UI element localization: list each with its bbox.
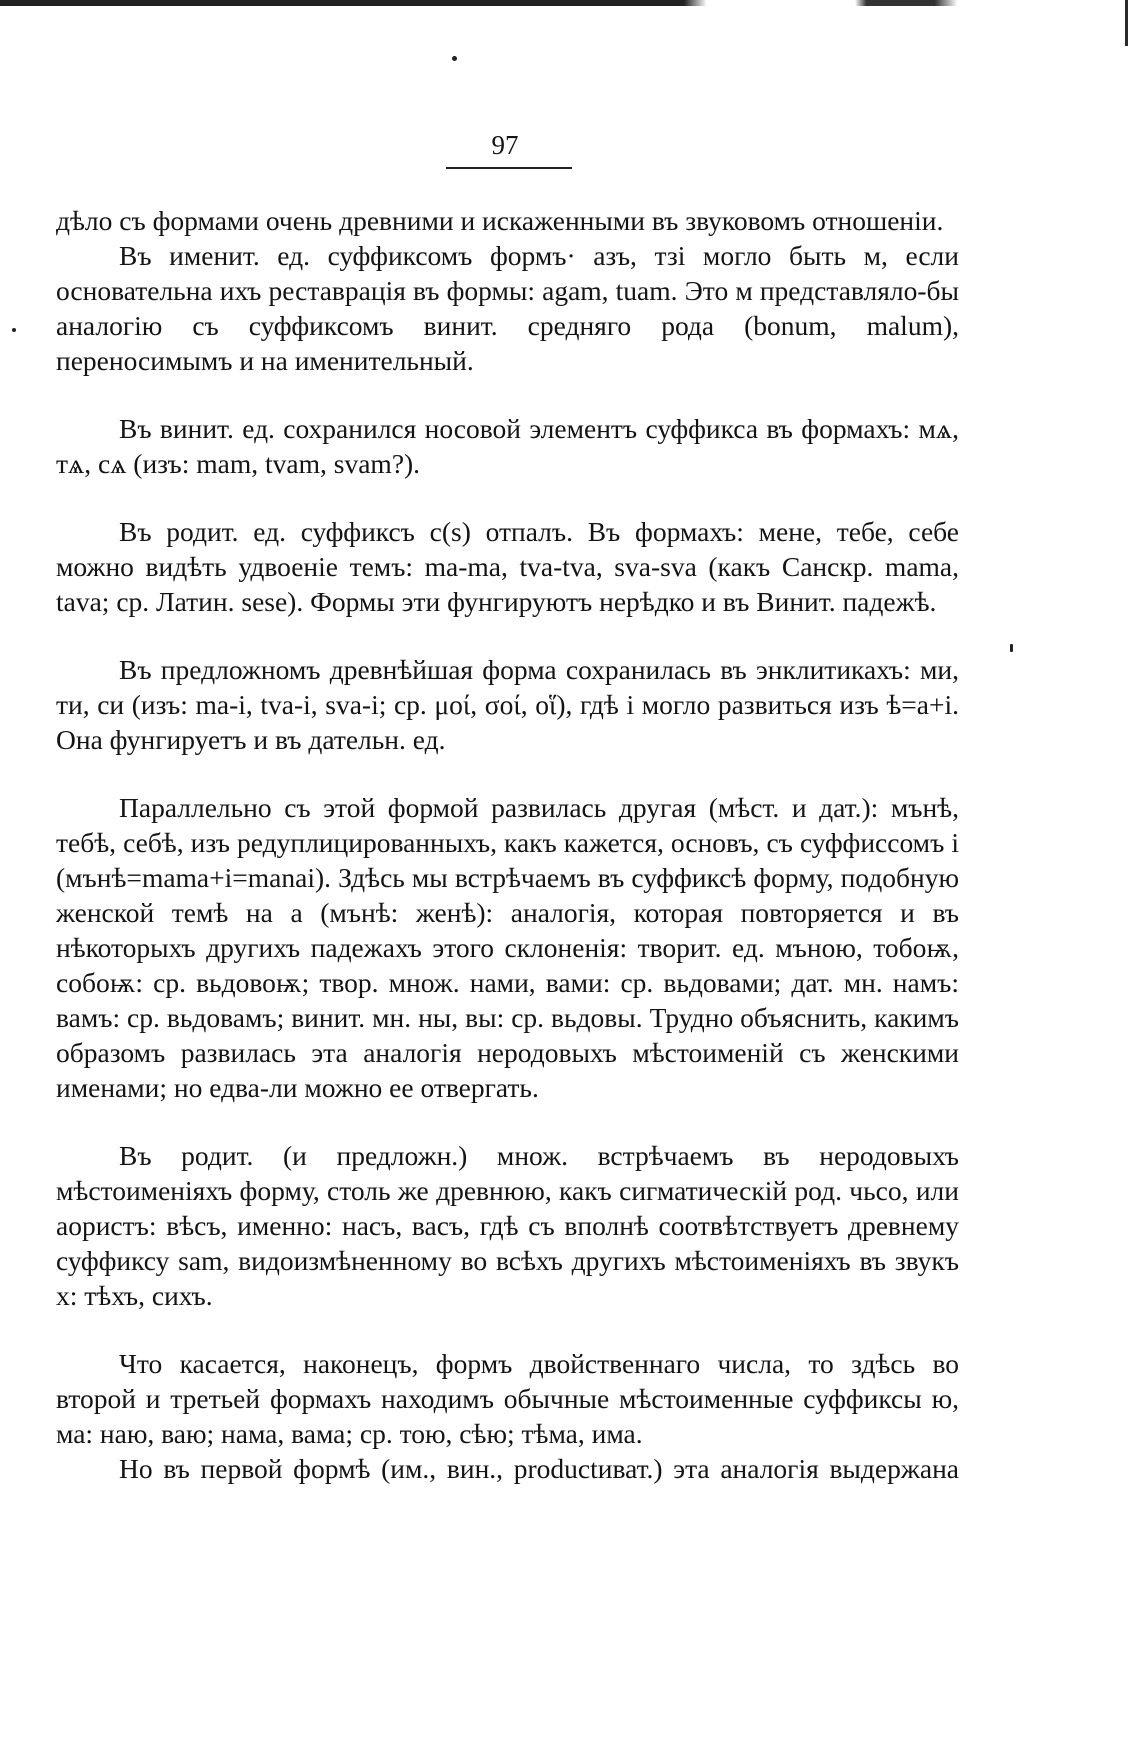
paragraph: Параллельно съ этой формой развилась другая (мѣст. и дат.): мънѣ, тебѣ, себѣ, изъ редуплицированныхъ, какъ кажется, основъ, съ суффиссомъ і (мънѣ=mama+i=manai). Здѣсь мы встрѣчаемъ въ суффиксѣ форму, подобную женской темѣ на а (мънѣ: женѣ): аналогія, которая повторяется и въ нѣкоторыхъ другихъ падежахъ этого склоненія: творит. ед. мъною, тобоѭ, собоѭ: ср. вьдовоѭ; твор. множ. нами, вами: ср. вьдовами; дат. мн. намъ: вамъ: ср. вьдовамъ; винит. мн. ны, вы: ср. вьдовы. Трудно объяснить, какимъ образомъ развилась эта аналогія неродовыхъ мѣстоименій съ женскими именами; но едва-ли можно ее отвергать. (56, 792, 959, 1103)
paragraph: Въ родит. ед. суффиксъ c(s) отпалъ. Въ формахъ: мене, тебе, себе можно видѣть удвоеніе темъ: ma-ma, tva-tva, sva-sva (какъ Санскр. mama, tava; ср. Латин. sese). Формы эти фунгируютъ нерѣдко и въ Винит. падежѣ. (56, 516, 959, 617)
paragraph: Въ предложномъ древнѣйшая форма сохранилась въ энклитикахъ: ми, ти, си (изъ: ma-i, tva-i, sva-i; ср. μοί, σοί, οἵ), гдѣ і могло развиться изъ ѣ=a+i. Она фунгируетъ и въ дательн. ед. (56, 654, 959, 755)
ink-speck (12, 328, 16, 332)
paragraph: дѣло съ формами очень древними и искаженными въ звуковомъ отношеніи. (56, 205, 944, 236)
paragraph: Въ винит. ед. сохранился носовой элементъ суффикса въ формахъ: мѧ, тѧ, сѧ (изъ: mam, tvam, svam?). (56, 413, 959, 479)
paragraph: Въ именит. ед. суффиксомъ формъ· азъ, тзі могло быть м, если основательна ихъ реставрація въ формы: agam, tuam. Это м представляло-бы аналогію съ суффиксомъ винит. средняго рода (bonum, malum), переносимымъ и на именительный. (56, 240, 959, 376)
page-number-rule (446, 167, 572, 169)
page-text (56, 203, 959, 1486)
paragraph: Что касается, наконецъ, формъ двойственнаго числа, то здѣсь во второй и третьей формахъ находимъ обычные мѣстоименные суффиксы ю, ма: наю, ваю; нама, вама; ср. тою, сѣю; тѣма, има. (56, 1348, 959, 1449)
ink-speck (1010, 644, 1013, 652)
scan-top-edge (0, 0, 1140, 6)
paragraph: Но въ первой формѣ (им., вин., productиват.) эта аналогія выдержана (119, 1453, 959, 1484)
paragraph: Въ родит. (и предложн.) множ. встрѣчаемъ въ неродовыхъ мѣстоименіяхъ форму, столь же древнюю, какъ сигматическій род. чьсо, или аористъ: вѣсъ, именно: насъ, васъ, гдѣ съ вполнѣ соотвѣтствуетъ древнему суффиксу sam, видоизмѣненному во всѣхъ другихъ мѣстоименіяхъ въ звукъ х: тѣхъ, сихъ. (56, 1140, 959, 1311)
scan-right-edge (1125, 0, 1128, 46)
ink-speck (452, 56, 457, 61)
page-number: 97 (491, 130, 519, 160)
